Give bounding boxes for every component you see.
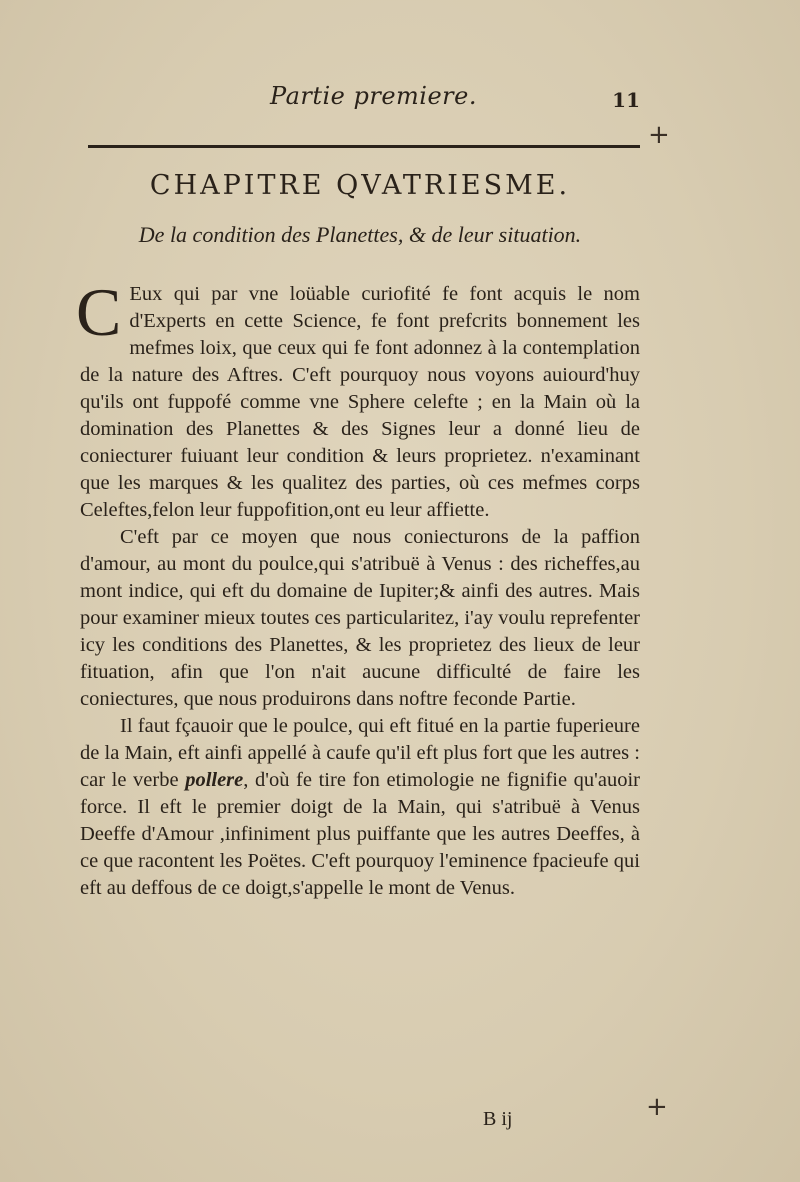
paragraph-1-text: Eux qui par vne loüable curiofité fe font acquis le nom d'Experts en cette Science, fe font prefcrits bonnement les mefmes loix, que ceux qui fe font adonnez à la contemplation de la nature des Aftres. C'eft pourquoy nous voyons auiourd'huy qu'ils ont fuppofé comme vne Sphere celefte ; en la Main où la domination des Planettes & des Signes leur a donné lieu de coniecturer fuiuant leur condition & leurs proprietez. n'examinant que les marques & les qualitez des parties, où ces mefmes corps Celeftes,felon leur fuppofition,ont eu leur affiette. — [80, 283, 640, 521]
drop-cap: C — [76, 274, 122, 350]
chapter-title: CHAPITRE QVATRIESME. — [149, 170, 571, 201]
paragraph-3-text-after: , d'où fe tire fon etimologie ne fignifie qu'auoir force. Il eft le premier doigt de la Main, qui s'atribuë à Venus Deeffe d'Amour ,infiniment plus puiffante que les autres Deeffes, à ce que racontent les Poëtes. C'eft pourquoy l'eminence fpacieufe qui eft au deffous de ce doigt,s'appelle le mont de Venus. — [80, 769, 640, 899]
page-number: 11 — [612, 88, 640, 112]
chapter-subtitle: De la condition des Planettes, & de leur situation. — [138, 222, 582, 247]
paragraph-1 — [76, 274, 640, 524]
latin-term: pollere — [185, 769, 244, 791]
body-text — [76, 274, 640, 902]
running-title: Partie premiere. — [270, 82, 477, 110]
signature-mark: B ij — [483, 1108, 513, 1130]
paragraph-3 — [80, 713, 640, 902]
header-rule — [88, 145, 640, 148]
margin-cross-mark: + — [648, 120, 670, 150]
margin-cross-mark: + — [646, 1092, 668, 1122]
paragraph-3-text-before: Il faut fçauoir que le poulce, qui eft fitué en la partie fuperieure de la Main, eft ainfi appellé à caufe qu'il eft plus fort que les autres : car le verbe — [80, 715, 640, 791]
running-head — [80, 78, 640, 118]
paragraph-2: C'eft par ce moyen que nous coniecturons de la paffion d'amour, au mont du poulce,qui s'atribuë à Venus : des richeffes,au mont indice, qui eft du domaine de Iupiter;& ainfi des autres. Mais pour examiner mieux toutes ces particularitez, i'ay voulu reprefenter icy les conditions des Planettes, & les proprietez des lieux de leur fituation, afin que l'on n'ait aucune difficulté de faire les coniectures, que nous produirons dans noftre feconde Partie. — [80, 526, 640, 710]
